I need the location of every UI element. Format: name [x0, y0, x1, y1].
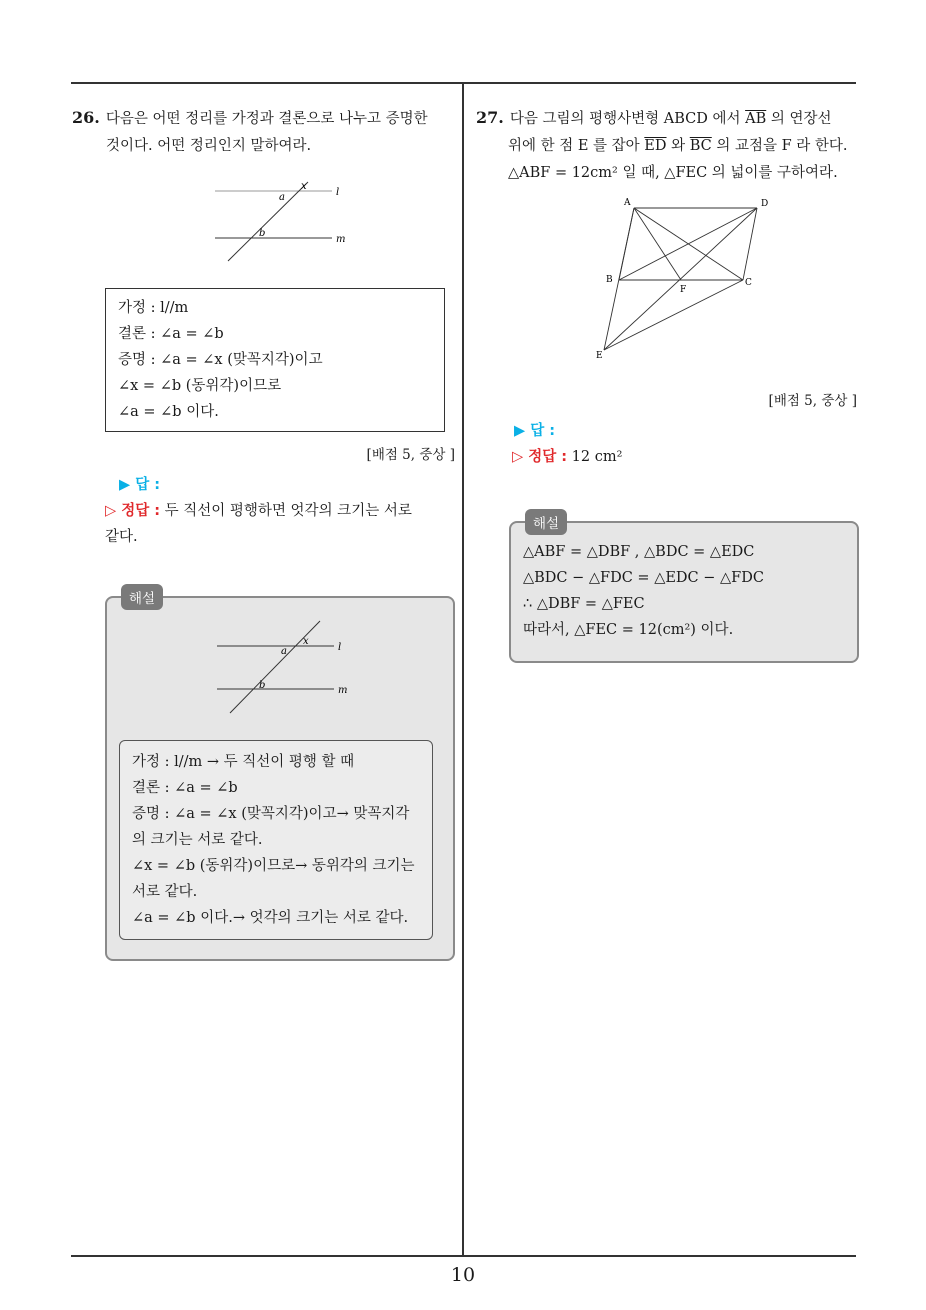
q26-line2: 것이다. 어떤 정리인지 말하여라.	[106, 138, 312, 154]
label-a: a	[281, 646, 287, 657]
q27-line1	[476, 104, 858, 133]
explain-line: 의 크기는 서로 같다.	[132, 832, 263, 848]
point-C: C	[745, 278, 752, 288]
explain-line: △BDC − △FDC = △EDC − △FDC	[523, 570, 764, 586]
q27-score: [배점 5, 중상 ]	[768, 393, 857, 409]
q26-box-line: 결론 : ∠a = ∠b	[118, 326, 224, 342]
point-F: F	[680, 285, 687, 295]
explain-line: △ABF = △DBF , △BDC = △EDC	[523, 544, 755, 560]
q27-explanation	[509, 516, 859, 663]
correct-label: ▷ 정답 :	[512, 449, 568, 465]
q26-answer-row	[105, 472, 457, 498]
correct-text: 12 cm²	[567, 449, 623, 465]
q26-answer	[105, 472, 457, 550]
q26-explain-box	[119, 740, 433, 940]
point-A: A	[624, 198, 631, 208]
q26-number: 26.	[72, 108, 100, 127]
q27-number: 27.	[476, 108, 504, 127]
point-B: B	[606, 275, 613, 285]
transversal	[230, 621, 320, 713]
segment-bc: $\overline{BC}$	[689, 138, 712, 154]
label-m: m	[336, 234, 346, 245]
explain-line: 증명 : ∠a = ∠x (맞꼭지각)이고→ 맞꼭지각	[132, 806, 410, 822]
q26-line1	[72, 104, 456, 133]
line-af	[634, 208, 681, 280]
correct-label: ▷ 정답 :	[105, 503, 161, 519]
transversal	[228, 182, 308, 261]
q27-answer-row	[512, 418, 852, 444]
page-number: 10	[450, 1264, 476, 1286]
q26-box-line: ∠x = ∠b (동위각)이므로	[118, 378, 282, 394]
q27-text2c: 의 교점을 F 라 한다.	[711, 138, 848, 154]
q26-proof-box	[105, 288, 445, 432]
column-divider	[462, 84, 464, 1256]
point-D: D	[761, 199, 769, 209]
explain-line: ∴ △DBF = △FEC	[523, 596, 645, 612]
explain-line: 가정 : l//m → 두 직선이 평행 할 때	[132, 754, 355, 770]
bottom-rule	[71, 1255, 856, 1257]
label-b: b	[259, 680, 266, 691]
q27-figure	[590, 192, 780, 364]
segment-ed: $\overline{ED}$	[644, 138, 667, 154]
q26-box-line: 가정 : l//m	[118, 300, 189, 316]
explain-line: ∠a = ∠b 이다.→ 엇각의 크기는 서로 같다.	[132, 910, 409, 926]
q26-correct-row	[105, 498, 457, 524]
diag-bd	[619, 208, 757, 280]
label-x: x	[301, 181, 307, 192]
explain-tag: 해설	[525, 509, 567, 535]
q27-explain-body	[523, 539, 847, 643]
q26-correct-row2: 같다.	[105, 529, 138, 545]
explain-line: ∠x = ∠b (동위각)이므로→ 동위각의 크기는	[132, 858, 415, 874]
q26-text1: 다음은 어떤 정리를 가정과 결론으로 나누고 증명한	[105, 111, 428, 127]
q27-line2	[478, 133, 858, 160]
explain-tag: 해설	[121, 584, 163, 610]
q27-answer	[512, 418, 852, 470]
label-a: a	[279, 192, 285, 203]
q26-box-line: ∠a = ∠b 이다.	[118, 404, 219, 420]
point-E: E	[596, 351, 603, 361]
explain-line: 따라서, △FEC = 12(cm²) 이다.	[523, 622, 734, 638]
explain-line: 서로 같다.	[132, 884, 198, 900]
explain-line: 결론 : ∠a = ∠b	[132, 780, 238, 796]
question-27	[478, 104, 858, 187]
q27-text1b: 의 연장선	[766, 111, 832, 127]
q27-text1a: 다음 그림의 평행사변형 ABCD 에서	[509, 111, 746, 127]
q27-text2a: 위에 한 점 E 를 잡아	[508, 138, 645, 154]
q27-text2b: 와	[666, 138, 690, 154]
q26-box-line: 증명 : ∠a = ∠x (맞꼭지각)이고	[118, 352, 323, 368]
q26-figure	[210, 178, 360, 268]
label-b: b	[259, 228, 266, 239]
segment-ab: $\overline{AB}$	[745, 111, 767, 127]
top-rule	[71, 82, 856, 84]
q26-explanation	[105, 591, 455, 961]
line-ec	[604, 280, 743, 350]
label-l: l	[338, 642, 342, 653]
q27-line3: △ABF = 12cm² 일 때, △FEC 의 넓이를 구하여라.	[508, 165, 838, 181]
q26-explain-figure	[212, 616, 362, 716]
q26-score: [배점 5, 중상 ]	[366, 447, 455, 463]
answer-label: ▶ 답 :	[514, 423, 556, 439]
correct-text: 두 직선이 평행하면 엇각의 크기는 서로	[160, 503, 412, 519]
q27-correct-row	[512, 444, 852, 470]
label-m: m	[338, 685, 348, 696]
answer-label: ▶ 답 :	[119, 477, 161, 493]
label-x: x	[303, 636, 309, 647]
question-26	[72, 104, 456, 160]
label-l: l	[336, 187, 340, 198]
